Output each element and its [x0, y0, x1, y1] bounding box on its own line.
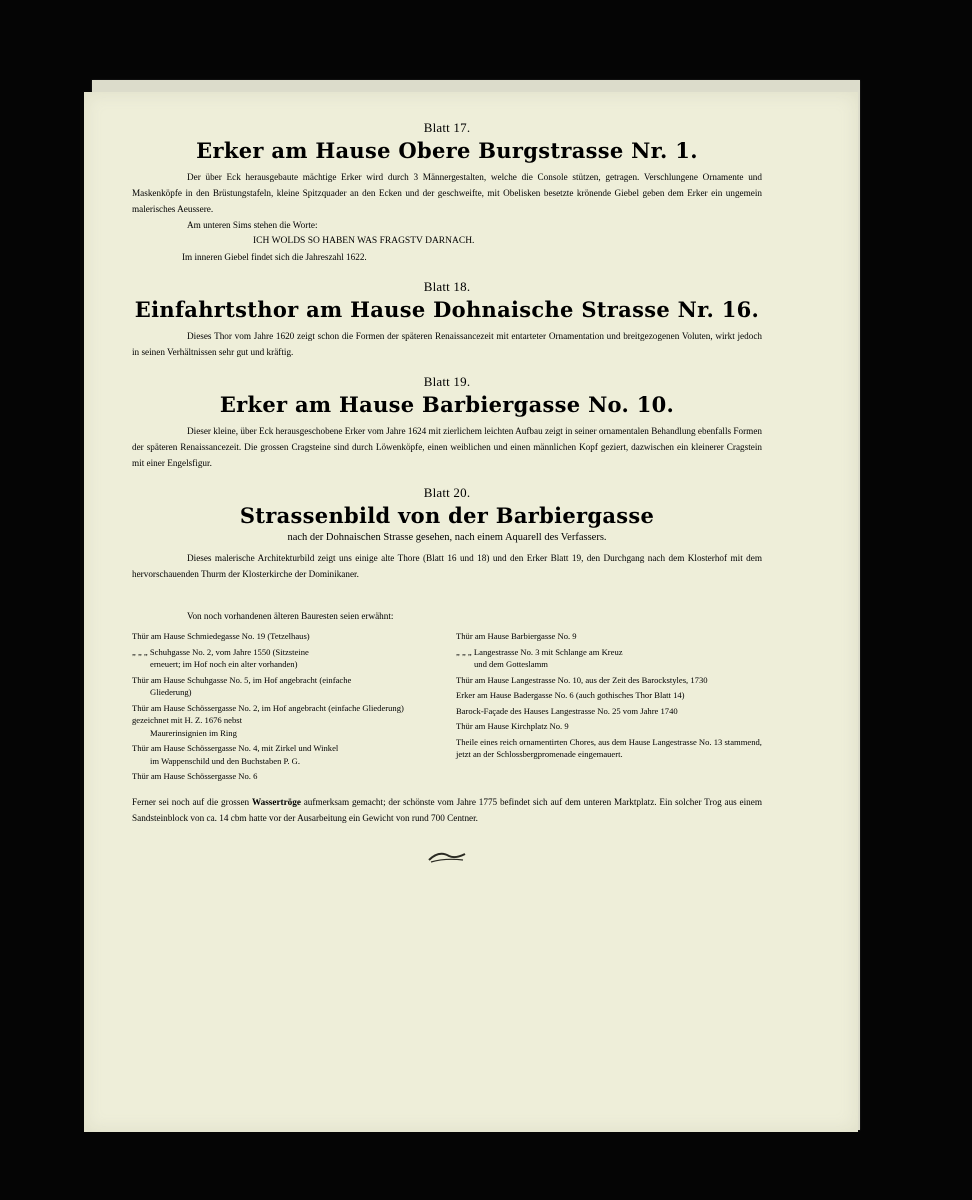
list-item: Thür am Hause Schössergasse No. 4, mit Zirkel und Winkel im Wappenschild und den Buchstaben P. G.: [132, 743, 339, 766]
remains-left-column: [132, 630, 438, 786]
decorative-ornament: [132, 848, 762, 869]
section-blatt-18: [132, 279, 762, 360]
list-item: „ „ „ Schuhgasse No. 2, vom Jahre 1550 (Sitzsteine erneuert; im Hof noch ein alter vorhanden): [132, 646, 309, 669]
plate-number: Blatt 19.: [423, 374, 471, 389]
flourish-icon: [427, 848, 467, 864]
plate-number: Blatt 18.: [423, 279, 471, 294]
list-item: „ „ „ Langestrasse No. 3 mit Schlange am Kreuz und dem Gotteslamm: [456, 646, 623, 669]
plate-subtitle: nach der Dohnaischen Strasse gesehen, nach einem Aquarell des Verfassers.: [287, 532, 607, 543]
plate-description: Der über Eck herausgebaute mächtige Erker wird durch 3 Männergestalten, welche die Console stützen, getragen. Verschlungene Ornamente und Maskenköpfe in den Brüstungstafeln, kleine Spitzquader an den Ecken und der geschweifte, mit Obelisken besetzte krönende Giebel geben dem Erker ein ungemein malerisches Aeussere.: [132, 172, 762, 214]
plate-number: Blatt 17.: [423, 120, 471, 135]
plate-number: Blatt 20.: [423, 485, 471, 500]
page-content: [132, 120, 762, 869]
list-item: Thür am Hause Schmiedegasse No. 19 (Tetzelhaus): [132, 631, 310, 641]
plate-description: Dieses malerische Architekturbild zeigt uns einige alte Thore (Blatt 16 und 18) und den Erker Blatt 19, den Durchgang nach dem Klosterhof mit dem hervorschauenden Thurm der Klosterkirche der Dominikaner.: [132, 553, 762, 579]
list-item: Thür am Hause Barbiergasse No. 9: [456, 631, 577, 641]
plate-title: Erker am Hause Barbiergasse No. 10.: [219, 392, 675, 417]
list-item: Theile eines reich ornamentirten Chores, aus dem Hause Langestrasse No. 13 stammend, jetzt an der Schlossbergpromenade eingemauert.: [456, 736, 762, 759]
plate-title: Strassenbild von der Barbiergasse: [239, 503, 655, 528]
list-item: Thür am Hause Schuhgasse No. 5, im Hof angebracht (einfache Gliederung): [132, 674, 352, 697]
section-blatt-19: [132, 374, 762, 471]
list-item: Thür am Hause Langestrasse No. 10, aus der Zeit des Barockstyles, 1730: [456, 674, 708, 685]
plate-description: Dieser kleine, über Eck herausgeschobene Erker vom Jahre 1624 mit zierlichem leichten Aufbau zeigt in seiner ornamentalen Behandlung ebenfalls Formen der späteren Renaissancezeit. Die grossen Cragsteine sind durch Löwenköpfe, einen weiblichen und einen männlichen Kopf geziert, dazwischen ein kleinerer Cragstein mit einer Engelsfigur.: [132, 426, 762, 468]
list-heading: Von noch vorhandenen älteren Bauresten seien erwähnt:: [187, 611, 394, 621]
list-item: Erker am Hause Badergasse No. 6 (auch gothisches Thor Blatt 14): [456, 690, 685, 700]
plate-note: Im inneren Giebel findet sich die Jahreszahl 1622.: [182, 252, 367, 262]
section-blatt-20: [132, 485, 762, 582]
list-item: Barock-Façade des Hauses Langestrasse No. 25 vom Jahre 1740: [456, 705, 678, 716]
building-remains-list: [132, 608, 762, 786]
plate-title: Erker am Hause Obere Burgstrasse Nr. 1.: [196, 138, 698, 163]
inscription-text: ICH WOLDS SO HABEN WAS FRAGSTV DARNACH.: [253, 236, 475, 246]
closing-note: Ferner sei noch auf die grossen Wassertröge aufmerksam gemacht; der schönste vom Jahre 1775 befindet sich auf dem unteren Marktplatz. Ein solcher Trog aus einem Sandsteinblock von ca. 14 cbm hatte vor der Ausarbeitung ein Gewicht von rund 700 Centner.: [132, 796, 762, 823]
plate-description: Dieses Thor vom Jahre 1620 zeigt schon die Formen der späteren Renaissancezeit mit entarteter Ornamentation und breitgezogenen Voluten, wirkt jedoch in seinen Verhältnissen sehr gut und kräftig.: [132, 331, 762, 357]
remains-right-column: [456, 630, 762, 786]
list-item: Thür am Hause Schössergasse No. 6: [132, 771, 258, 781]
plate-title: Einfahrtsthor am Hause Dohnaische Strasse Nr. 16.: [134, 297, 760, 322]
section-blatt-17: [132, 120, 762, 265]
plate-note: Am unteren Sims stehen die Worte:: [187, 220, 318, 230]
list-item: Thür am Hause Schössergasse No. 2, im Hof angebracht (einfache Gliederung) gezeichnet mit H. Z. 1676 nebst Maurerinsignien im Ring: [132, 702, 404, 738]
list-item: Thür am Hause Kirchplatz No. 9: [456, 721, 569, 731]
emphasis-text: Wassertröge: [251, 796, 301, 807]
